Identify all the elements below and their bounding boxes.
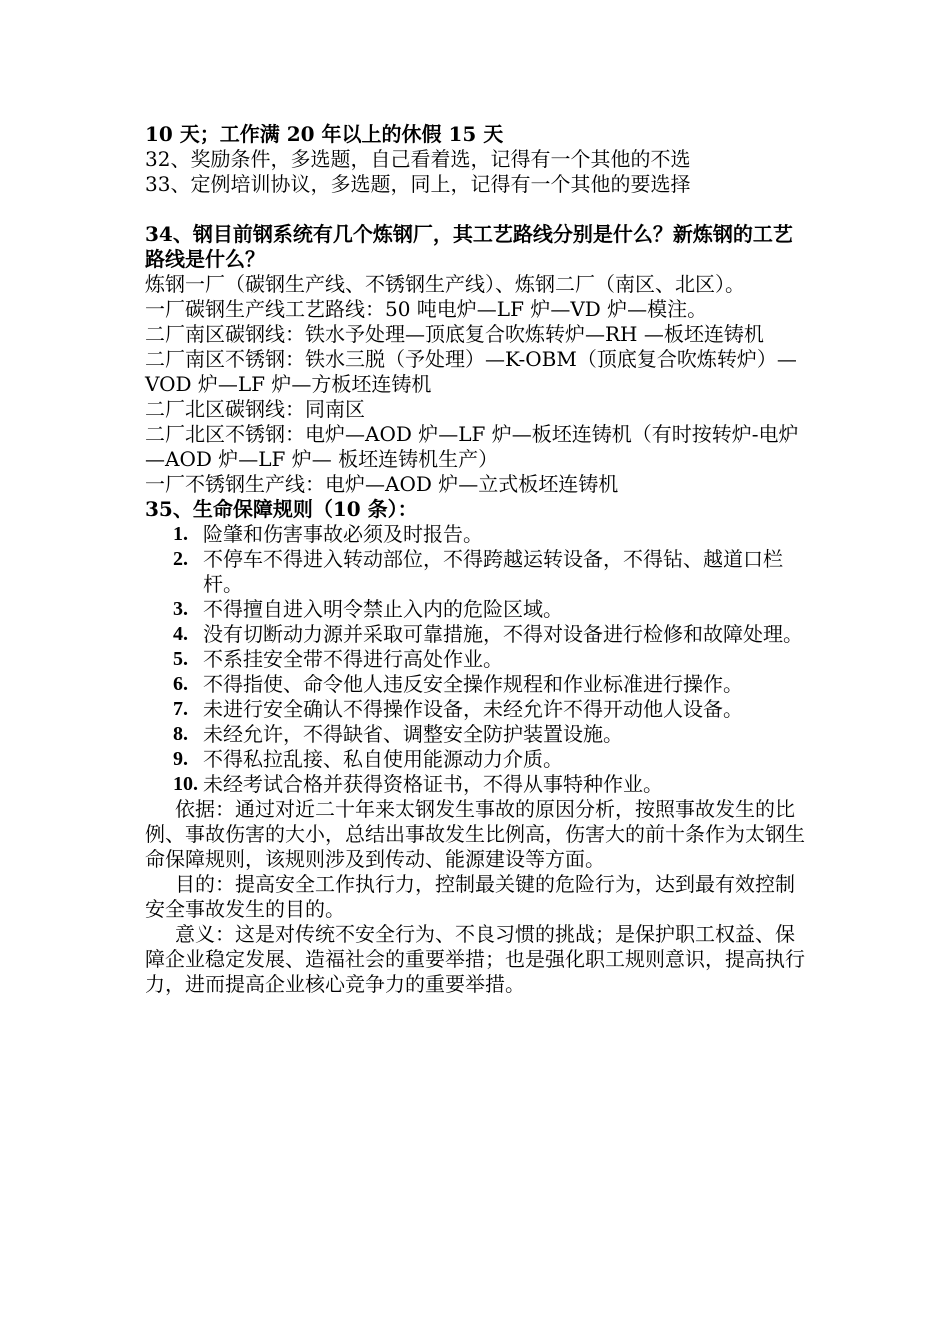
q34-line-7: 一厂不锈钢生产线：电炉—AOD 炉—立式板坯连铸机: [145, 472, 619, 496]
purpose-paragraph: 目的：提高安全工作执行力，控制最关键的危险行为，达到最有效控制安全事故发生的目的。: [145, 872, 795, 921]
rule-number: 9.: [173, 748, 188, 770]
q34-line-4: 二厂南区不锈钢：铁水三脱（予处理）—K-OBM（顶底复合吹炼转炉）—VOD 炉—LF 炉—方板坯连铸机: [145, 347, 797, 396]
rule-item: [145, 747, 810, 772]
q34-line-3: 二厂南区碳钢线：铁水予处理—顶底复合吹炼转炉—RH —板坯连铸机: [145, 322, 764, 346]
rule-text: 未经考试合格并获得资格证书，不得从事特种作业。: [203, 772, 663, 796]
rule-item: [145, 697, 810, 722]
rule-text: 没有切断动力源并采取可靠措施，不得对设备进行检修和故障处理。: [203, 622, 803, 646]
rule-item: [145, 647, 810, 672]
paragraph-gap: [145, 197, 810, 222]
rule-number: 2.: [173, 548, 188, 570]
q34-title: 34、钢目前钢系统有几个炼钢厂，其工艺路线分别是什么？新炼钢的工艺路线是什么？: [145, 222, 793, 271]
rule-number: 4.: [173, 623, 188, 645]
rule-item: [145, 672, 810, 697]
rule-number: 6.: [173, 673, 188, 695]
rule-text: 险肇和伤害事故必须及时报告。: [203, 522, 483, 546]
meaning-paragraph: 意义：这是对传统不安全行为、不良习惯的挑战；是保护职工权益、保障企业稳定发展、造福社会的重要举措；也是强化职工规则意识，提高执行力，进而提高企业核心竞争力的重要举措。: [145, 922, 805, 996]
document-body: [145, 122, 810, 997]
q34-line-1: 炼钢一厂（碳钢生产线、不锈钢生产线）、炼钢二厂（南区、北区）。: [145, 272, 745, 296]
rule-item: [145, 772, 810, 797]
rule-text: 不得私拉乱接、私自使用能源动力介质。: [203, 747, 563, 771]
rule-number: 7.: [173, 698, 188, 720]
q34-line-6: 二厂北区不锈钢：电炉—AOD 炉—LF 炉—板坯连铸机（有时按转炉-电炉—AOD 炉—LF 炉— 板坯连铸机生产）: [145, 422, 799, 471]
rule-number: 8.: [173, 723, 188, 745]
rule-text: 不得擅自进入明令禁止入内的危险区域。: [203, 597, 563, 621]
rule-text: 未进行安全确认不得操作设备，未经允许不得开动他人设备。: [203, 697, 743, 721]
rule-item: [145, 622, 810, 647]
rule-item: [145, 522, 810, 547]
rule-text: 不得指使、命令他人违反安全操作规程和作业标准进行操作。: [203, 672, 743, 696]
rule-number: 3.: [173, 598, 188, 620]
q35-title: 35、生命保障规则（10 条）：: [145, 497, 418, 521]
q34-line-2: 一厂碳钢生产线工艺路线：50 吨电炉—LF 炉—VD 炉—模注。: [145, 297, 708, 321]
rule-number: 1.: [173, 523, 188, 545]
life-protection-rules-list: [145, 522, 810, 797]
basis-paragraph: 依据：通过对近二十年来太钢发生事故的原因分析，按照事故发生的比例、事故伤害的大小，总结出事故发生比例高，伤害大的前十条作为太钢生命保障规则，该规则涉及到传动、能源建设等方面。: [145, 797, 805, 871]
intro-line-2: 32、奖励条件，多选题，自己看着选，记得有一个其他的不选: [145, 147, 691, 171]
rule-item: [145, 597, 810, 622]
rule-number: 10.: [173, 773, 198, 795]
q34-line-5: 二厂北区碳钢线：同南区: [145, 397, 365, 421]
intro-line-1: 10 天；工作满 20 年以上的休假 15 天: [145, 122, 504, 146]
rule-number: 5.: [173, 648, 188, 670]
rule-item: [145, 547, 810, 597]
rule-text: 不停车不得进入转动部位，不得跨越运转设备，不得钻、越道口栏杆。: [203, 547, 783, 596]
intro-line-3: 33、定例培训协议，多选题，同上，记得有一个其他的要选择: [145, 172, 691, 196]
rule-item: [145, 722, 810, 747]
rule-text: 未经允许，不得缺省、调整安全防护装置设施。: [203, 722, 623, 746]
rule-text: 不系挂安全带不得进行高处作业。: [203, 647, 503, 671]
